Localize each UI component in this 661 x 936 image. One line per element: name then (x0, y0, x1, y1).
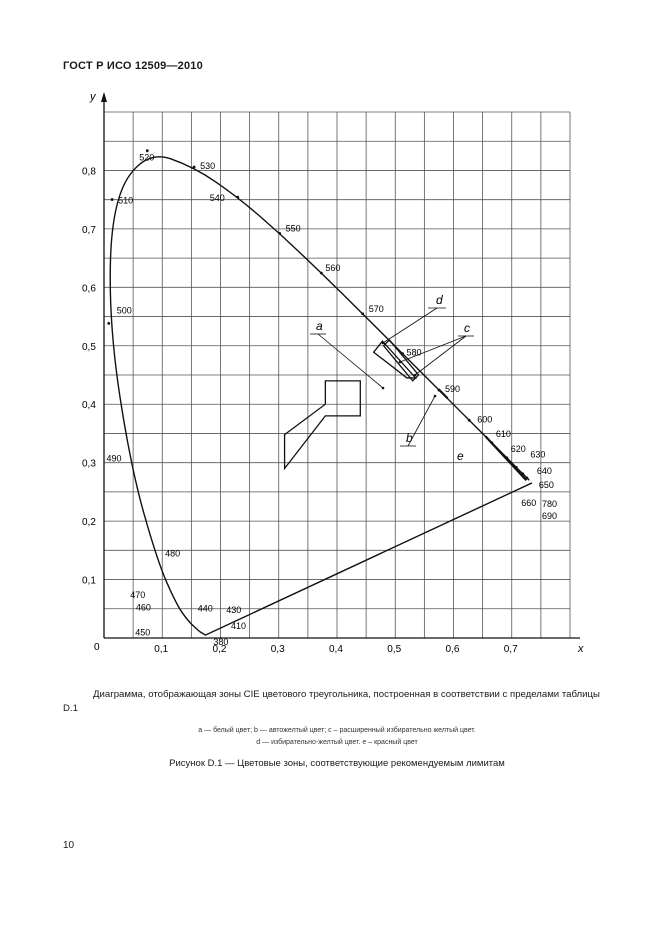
wavelength-label: 430 (226, 605, 242, 616)
zone-label-b: b (406, 431, 413, 445)
x-tick-label: 0,6 (445, 644, 460, 655)
x-tick-label: 0,5 (387, 644, 402, 655)
y-tick-label: 0,4 (82, 400, 96, 412)
wavelength-label: 460 (135, 602, 151, 613)
spectral-locus (110, 157, 529, 632)
zone-leader-dot (399, 361, 402, 364)
x-tick-label: 0,3 (270, 644, 285, 655)
zone-legend (63, 725, 611, 749)
wavelength-label: 590 (445, 384, 461, 395)
wavelength-label: 500 (116, 305, 132, 316)
zone-leader-dot (382, 342, 385, 345)
wavelength-label: 550 (285, 223, 301, 234)
y-tick-label: 0,7 (82, 224, 96, 236)
zone-label-e: e (457, 449, 464, 463)
zone-label-a: a (316, 319, 323, 333)
y-tick-label: 0,5 (82, 341, 96, 353)
zone-leader-line (408, 396, 435, 446)
wavelength-label: 780 (541, 498, 557, 509)
y-tick-label: 0,2 (82, 517, 96, 529)
wavelength-label: 630 (530, 449, 546, 460)
legend-line-1: a — белый цвет; b — автожелтый цвет; c – расширенный избирательно желтый цвет. (198, 727, 476, 734)
legend-line-2: d — избирательно-желтый цвет. e – красный цвет (256, 739, 418, 746)
wavelength-label: 530 (200, 160, 216, 171)
locus-point (107, 322, 110, 325)
wavelength-label: 650 (538, 479, 554, 490)
wavelength-label: 580 (406, 347, 422, 358)
y-axis-label: y (90, 91, 96, 103)
wavelength-label: 410 (230, 621, 246, 632)
wavelength-label: 610 (495, 428, 511, 439)
wavelength-label: 440 (197, 603, 213, 614)
x-tick-label: 0,2 (212, 644, 227, 655)
x-tick-label: 0,4 (329, 644, 343, 655)
locus-point (278, 232, 281, 235)
page-number: 10 (63, 840, 75, 851)
zone-leader-dot (434, 395, 437, 398)
wavelength-label: 450 (135, 627, 151, 638)
wavelength-label: 470 (130, 590, 146, 601)
locus-point (146, 149, 149, 152)
wavelength-label: 380 (213, 637, 229, 648)
locus-point (468, 419, 471, 422)
x-tick-label: 0,7 (503, 644, 518, 655)
locus-point (320, 272, 323, 275)
zone-label-c: c (464, 321, 470, 335)
y-tick-label: 0,1 (82, 575, 96, 587)
wavelength-label: 540 (209, 193, 225, 204)
wavelength-label: 510 (118, 195, 134, 206)
y-tick-label: 0,8 (82, 166, 96, 178)
wavelength-label: 640 (536, 465, 552, 476)
wavelength-label: 600 (477, 414, 493, 425)
locus-point (236, 196, 239, 199)
y-tick-label: 0,3 (82, 458, 96, 470)
wavelength-label: 690 (541, 510, 557, 521)
wavelength-label: 480 (165, 548, 181, 559)
diagram-description: Диаграмма, отображающая зоны CIE цветового треугольника, построенная в соответствии с пределами таблицы D.1 (63, 689, 600, 714)
wavelength-label: 620 (510, 443, 526, 454)
zone-leader-line (318, 334, 383, 388)
wavelength-label: 490 (106, 453, 122, 464)
y-axis-arrow (101, 92, 107, 102)
wavelength-label: 660 (521, 498, 537, 509)
zone-leader-dot (382, 387, 385, 390)
zone-leader-line (415, 336, 466, 375)
zone-leader-line (383, 308, 437, 343)
locus-point (193, 166, 196, 169)
locus-point (361, 312, 364, 315)
y-tick-label: 0,6 (82, 283, 96, 295)
zone-label-d: d (436, 293, 443, 307)
origin-label: 0 (94, 642, 100, 653)
zone-a (285, 381, 361, 469)
zone-leader-dot (414, 374, 417, 377)
wavelength-label: 560 (325, 263, 341, 274)
wavelength-label: 570 (368, 303, 384, 314)
figure-caption: Рисунок D.1 — Цветовые зоны, соответствующие рекомендуемым лимитам (169, 758, 505, 769)
document-header: ГОСТ Р ИСО 12509—2010 (63, 60, 203, 72)
x-axis-label: x (578, 643, 584, 655)
locus-point (111, 198, 114, 201)
wavelength-label: 520 (139, 152, 155, 163)
x-tick-label: 0,1 (154, 644, 169, 655)
